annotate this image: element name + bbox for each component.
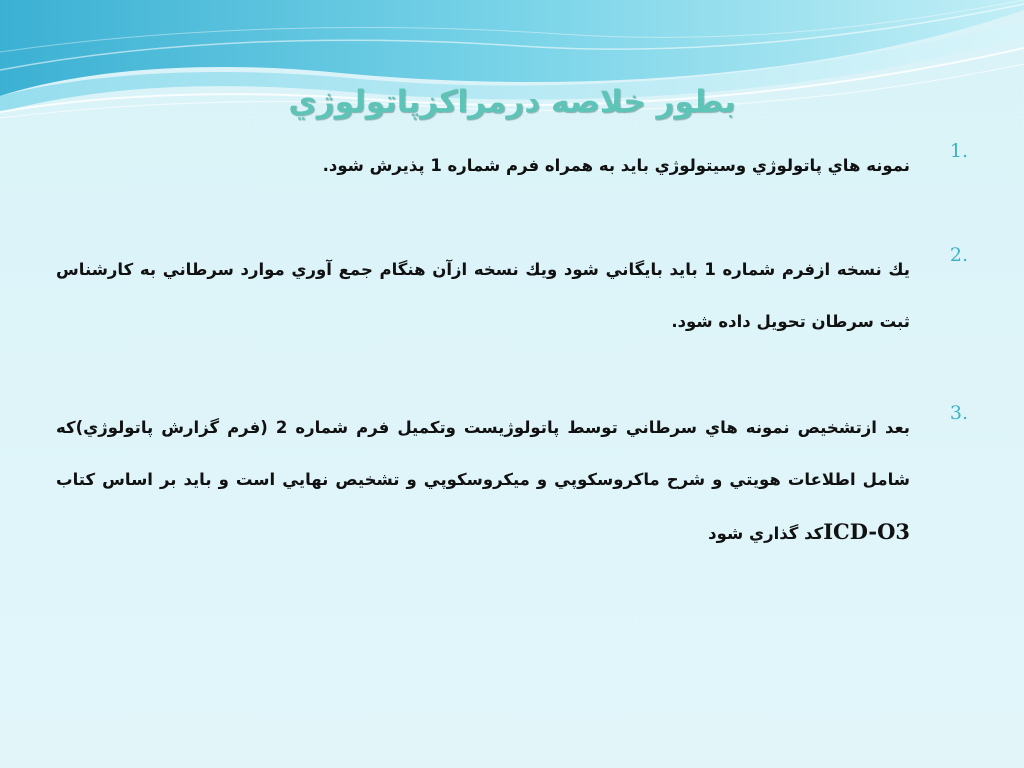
spacer: [56, 348, 968, 402]
item-text-3-part1: بعد ازتشخيص نمونه هاي سرطاني توسط پاتولوژيست وتكميل فرم شماره 2 (فرم گزارش پاتولوژي)كه شامل اطلاعات هويتي و شرح ماكروسكوپي و ميكروسكوپي و تشخيص نهايي است و بايد بر اساس كتاب: [56, 418, 911, 489]
item-number-1: 1.: [949, 140, 968, 162]
bullet-list: [56, 140, 968, 560]
item-text-1: نمونه هاي پاتولوژي وسيتولوژي بايد به همراه فرم شماره 1 پذيرش شود.: [322, 156, 910, 175]
spacer: [56, 192, 968, 244]
list-item-1: [56, 140, 968, 192]
item-text-3-part2: كد گذاري شود: [708, 524, 824, 543]
item-number-3: 3.: [949, 402, 968, 424]
item-text-3: [56, 402, 910, 560]
item-text-2: يك نسخه ازفرم شماره 1 بايد بايگاني شود ويك نسخه ازآن هنگام جمع آوري موارد سرطاني به كارشناس ثبت سرطان تحويل داده شود.: [56, 260, 910, 331]
icd-code: ICD-O3: [823, 519, 910, 544]
list-item-3: [56, 402, 968, 560]
slide-title: بطور خلاصه درمراكزپاتولوژي: [288, 84, 736, 120]
item-number-2: 2.: [949, 244, 968, 266]
list-item-2: [56, 244, 968, 348]
